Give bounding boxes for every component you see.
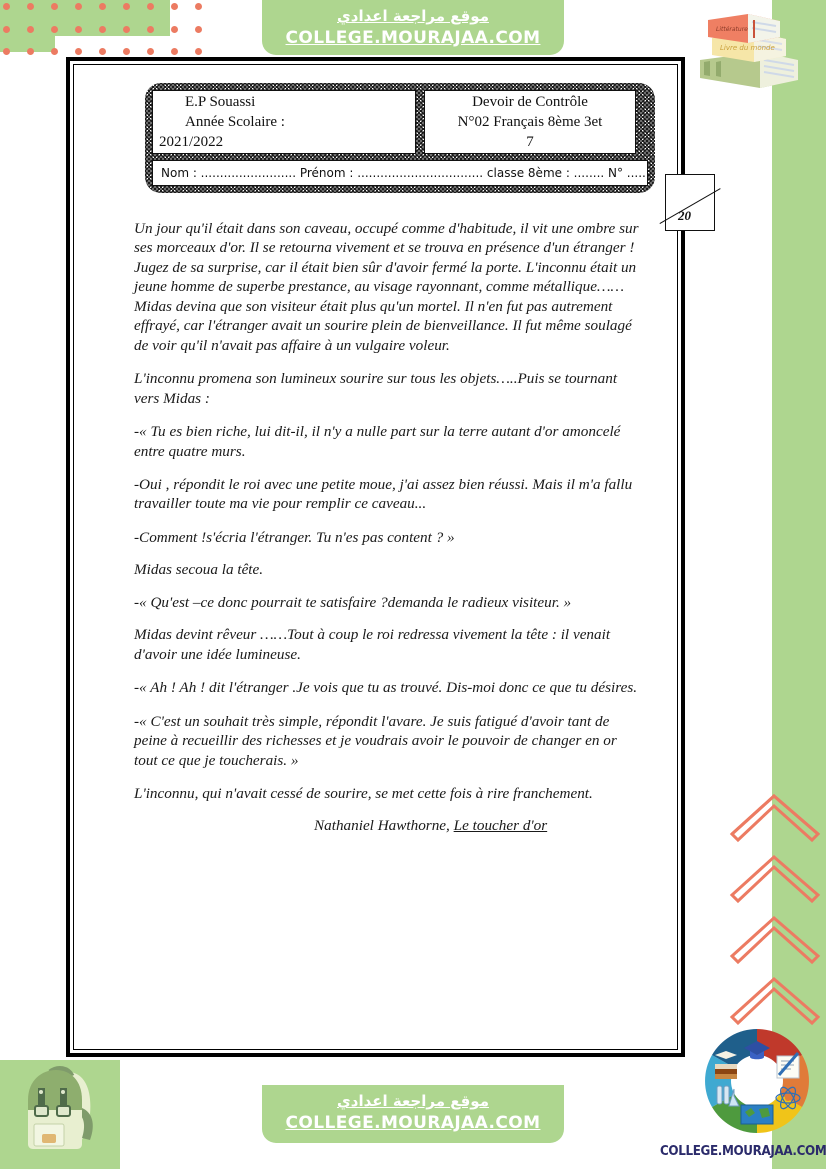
passage-paragraph-11: L'inconnu, qui n'avait cessé de sourire, se met cette fois à rire franchement. bbox=[134, 784, 593, 802]
decorative-dot bbox=[195, 3, 202, 10]
decorative-dot bbox=[195, 26, 202, 33]
passage-paragraph-1: Un jour qu'il était dans son caveau, occupé comme d'habitude, il vit une ombre sur ses morceaux d'or. Il se retourna vivement et se trouva en présence d'un étranger ! Jugez de sa surprise, car il était bien sûr d'avoir fermé la porte. L'inconnu était un jeune homme de superbe prestance, au visage rayonnant, comme métallique……Midas devina que son visiteur était plus qu'un mortel. Il n'en fut pas autrement effrayé, car l'étranger avait un sourire plein de bienveillance. Il fut même soulagé de voir qu'il n'avait pas affaire à un vulgaire voleur. bbox=[134, 220, 639, 354]
school-name: E.P Souassi bbox=[185, 94, 256, 110]
exam-paper-content bbox=[74, 65, 691, 1049]
chevron-decoration-group bbox=[728, 792, 826, 1042]
chevron-up-icon bbox=[728, 914, 824, 960]
decorative-dot bbox=[171, 48, 178, 55]
chevron-up-icon bbox=[728, 853, 824, 899]
passage-paragraph-8: Midas devint rêveur ……Tout à coup le roi redressa vivement la tête : il venait d'avoir une idée lumineuse. bbox=[134, 626, 611, 663]
passage-paragraph-3: -« Tu es bien riche, lui dit-il, il n'y a nulle part sur la terre autant d'or amoncelé entre quatre murs. bbox=[134, 423, 621, 460]
student-identity-line[interactable]: Nom : ......................... Prénom : ................................. classe 8ème : ........ N° ...... bbox=[152, 160, 648, 186]
exam-title-cell bbox=[424, 90, 636, 154]
decorative-dot bbox=[147, 3, 154, 10]
decorative-dot bbox=[27, 26, 34, 33]
passage-paragraph-6: Midas secoua la tête. bbox=[134, 561, 264, 579]
top-banner-arabic-text: موقع مراجعة اعدادي bbox=[337, 7, 489, 25]
author-name: Nathaniel Hawthorne, bbox=[314, 817, 454, 835]
exam-header-box bbox=[145, 83, 691, 223]
school-year-value: 2021/2022 bbox=[159, 133, 224, 150]
backpack-icon bbox=[16, 1058, 112, 1158]
decorative-dot bbox=[27, 3, 34, 10]
decorative-dot bbox=[51, 48, 58, 55]
passage-paragraph-4: -Oui , répondit le roi avec une petite moue, j'ai assez bien réussi. Mais il m'a fallu travailler toute ma vie pour remplir ce caveau... bbox=[134, 475, 633, 513]
school-year-label: Année Scolaire : bbox=[185, 113, 285, 130]
passage-paragraph-2: L'inconnu promena son lumineux sourire sur tous les objets…..Puis se tournant vers Midas : bbox=[134, 370, 618, 407]
decorative-dot bbox=[51, 3, 58, 10]
decorative-dot bbox=[123, 48, 130, 55]
decorative-dot bbox=[123, 3, 130, 10]
chevron-up-icon bbox=[728, 792, 824, 838]
decorative-dot bbox=[123, 26, 130, 33]
decorative-dot bbox=[75, 26, 82, 33]
svg-text:Littérature: Littérature bbox=[716, 26, 748, 33]
decorative-dot bbox=[99, 48, 106, 55]
bottom-banner-arabic-text: موقع مراجعة اعدادي bbox=[337, 1092, 489, 1110]
passage-paragraph-10: -« C'est un souhait très simple, répondit l'avare. Je suis fatigué d'avoir tant de peine à recueillir des richesses et je voudrais avoir le pouvoir de changer en or tout ce que je toucherais. » bbox=[134, 712, 617, 769]
decorative-dot bbox=[75, 3, 82, 10]
school-info-cell bbox=[152, 90, 416, 154]
decorative-dot bbox=[147, 48, 154, 55]
grade-total: 20 bbox=[678, 208, 691, 223]
decorative-dot bbox=[3, 26, 10, 33]
decorative-dot bbox=[75, 48, 82, 55]
decorative-dot bbox=[27, 48, 34, 55]
passage-paragraph-9: -« Ah ! Ah ! dit l'étranger .Je vois que tu as trouvé. Dis-moi donc ce que tu désires. bbox=[134, 679, 638, 697]
exam-header-top-row bbox=[152, 90, 648, 154]
exam-title: Devoir de Contrôle bbox=[472, 94, 588, 110]
decorative-dot bbox=[3, 3, 10, 10]
decorative-dot bbox=[99, 3, 106, 10]
decorative-dot bbox=[99, 26, 106, 33]
bottom-banner-url[interactable]: COLLEGE.MOURAJAA.COM bbox=[285, 1112, 541, 1133]
exam-subtitle-overflow: 7 bbox=[526, 133, 534, 150]
decorative-dot bbox=[195, 48, 202, 55]
chevron-up-icon bbox=[728, 975, 824, 1021]
passage-paragraph-5: -Comment !s'écria l'étranger. Tu n'es pas content ? » bbox=[134, 528, 455, 546]
education-wheel-icon bbox=[698, 1022, 816, 1140]
decorative-dot bbox=[171, 3, 178, 10]
books-stack-icon bbox=[694, 8, 802, 96]
top-banner bbox=[262, 0, 564, 55]
work-title: Le toucher d'or bbox=[453, 817, 548, 835]
exam-paper-frame bbox=[66, 57, 691, 1057]
passage-paragraph-7: -« Qu'est –ce donc pourrait te satisfaire ?demanda le radieux visiteur. » bbox=[134, 593, 572, 611]
top-left-dot-pattern bbox=[0, 0, 215, 56]
bottom-banner bbox=[262, 1085, 564, 1143]
reading-passage bbox=[90, 219, 661, 835]
decorative-dot bbox=[3, 48, 10, 55]
decorative-dot bbox=[171, 26, 178, 33]
top-banner-url[interactable]: COLLEGE.MOURAJAA.COM bbox=[285, 27, 541, 48]
passage-attribution bbox=[134, 817, 643, 835]
exam-paper-inner-border bbox=[73, 64, 691, 1050]
decorative-dot bbox=[147, 26, 154, 33]
svg-text:Livre du monde: Livre du monde bbox=[720, 44, 775, 52]
decorative-dot bbox=[51, 26, 58, 33]
grade-box bbox=[665, 174, 715, 231]
exam-subtitle: N°02 Français 8ème 3et bbox=[457, 113, 603, 130]
corner-site-url[interactable]: COLLEGE.MOURAJAA.COM bbox=[660, 1144, 826, 1159]
